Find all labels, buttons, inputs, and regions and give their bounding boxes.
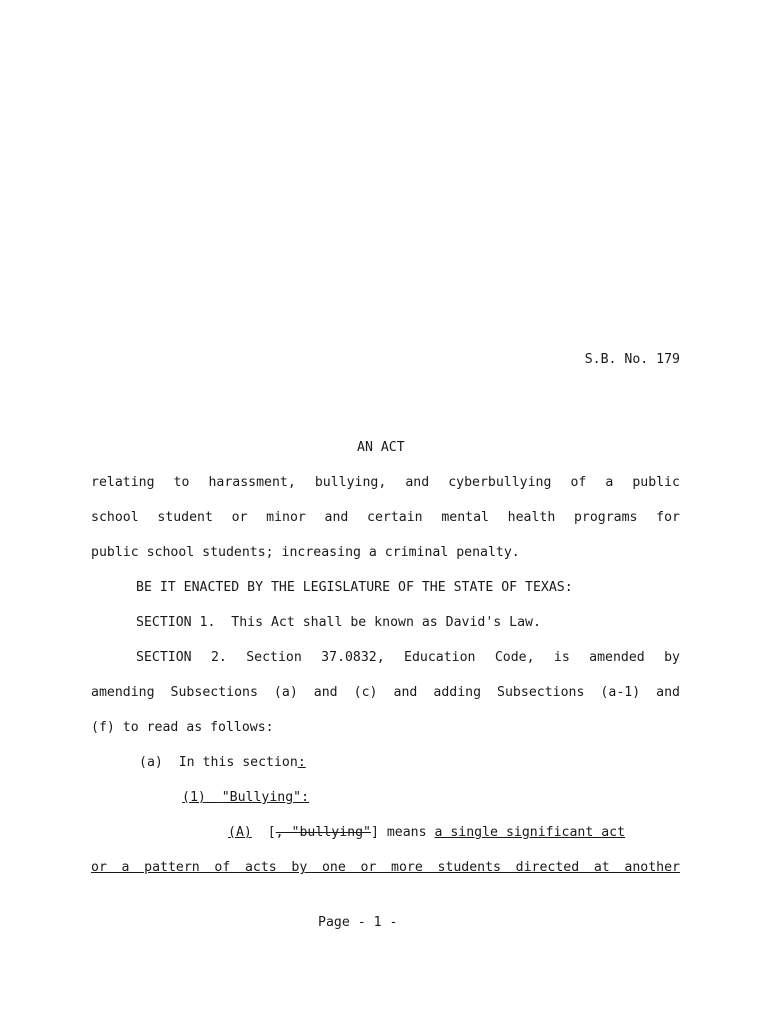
bracket-open: [ <box>267 825 276 840</box>
struck-text: , "bullying" <box>275 825 371 840</box>
inserted-colon: : <box>297 755 306 770</box>
item-1 <box>182 790 770 806</box>
bracket-close: ] means <box>370 825 427 840</box>
item-a-line-1 <box>228 825 680 841</box>
subsection-a-text: In this section <box>178 755 298 770</box>
enacting-clause: BE IT ENACTED BY THE LEGISLATURE OF THE STATE OF TEXAS: <box>136 580 573 595</box>
inserted-text-1: a single significant act <box>434 825 626 840</box>
subsection-a <box>139 755 728 771</box>
bill-number: S.B. No. 179 <box>584 352 680 367</box>
section-2-line-3: (f) to read as follows: <box>91 720 274 735</box>
item-a-line-2: or a pattern of acts by one or more students directed at another <box>91 860 680 875</box>
act-heading: AN ACT <box>357 440 405 455</box>
section-2-line-2: amending Subsections (a) and (c) and adding Subsections (a-1) and <box>91 685 680 700</box>
page-footer: Page - 1 - <box>318 915 398 930</box>
section-1: SECTION 1. This Act shall be known as David's Law. <box>136 615 541 630</box>
subsection-a-label: (a) <box>139 755 163 770</box>
item-a-label: (A) <box>228 825 252 840</box>
item-1-label: (1) <box>182 790 206 805</box>
caption-line-1: relating to harassment, bullying, and cyberbullying of a public <box>91 475 680 490</box>
caption-line-3: public school students; increasing a criminal penalty. <box>91 545 520 560</box>
section-2-line-1: SECTION 2. Section 37.0832, Education Code, is amended by <box>136 650 680 665</box>
item-1-text: "Bullying": <box>221 790 310 805</box>
caption-line-2: school student or minor and certain mental health programs for <box>91 510 680 525</box>
